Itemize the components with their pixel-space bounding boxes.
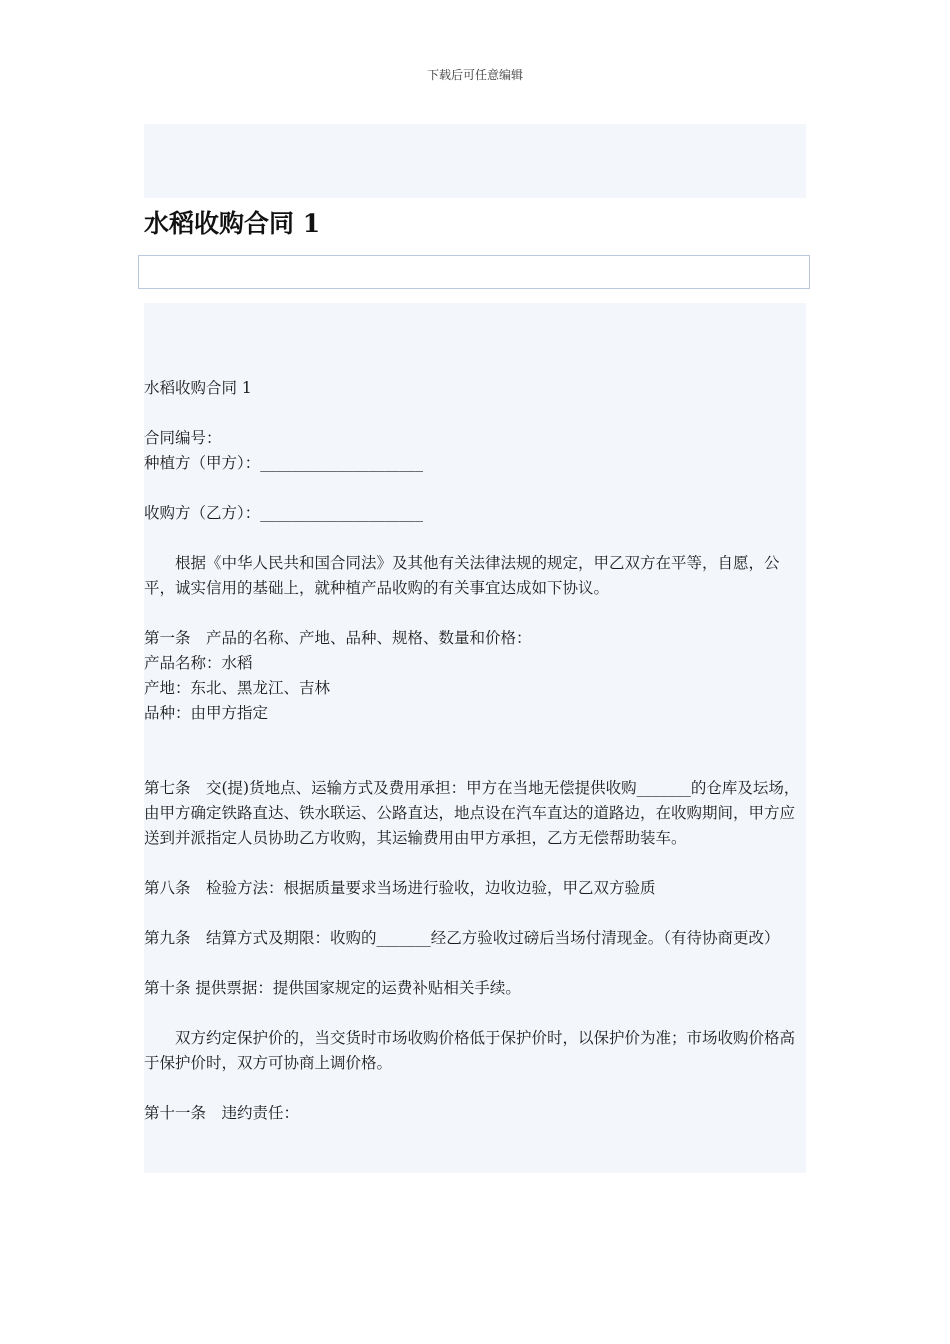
product-variety: 品种：由甲方指定 [144,704,269,722]
contract-body [144,376,810,1126]
contract-number: 合同编号： [144,429,222,447]
banner-area [144,124,806,198]
header-note: 下载后可任意编辑 [426,68,523,82]
product-origin: 产地：东北、黑龙江、吉林 [144,679,331,697]
article-7: 第七条 交(提)货地点、运输方式及费用承担：甲方在当地无偿提供收购_______的仓库及坛场，由甲方确定铁路直达、铁水联运、公路直达，地点设在汽车直达的道路边，在收购期间，甲方应送到并派指定人员协助乙方收购，其运输费用由甲方承担，乙方无偿帮助装车。 [144,779,800,847]
text-box[interactable] [138,255,810,289]
article-10: 第十条 提供票据：提供国家规定的运费补贴相关手续。 [144,979,521,997]
article-9: 第九条 结算方式及期限：收购的_______经乙方验收过磅后当场付清现金。（有待协商更改） [144,929,780,947]
contract-heading: 水稻收购合同 1 [144,379,252,397]
article-11: 第十一条 违约责任： [144,1104,300,1122]
article-8: 第八条 检验方法：根据质量要求当场进行验收，边收边验，甲乙双方验质 [144,879,656,897]
product-name: 产品名称：水稻 [144,654,253,672]
protect-price-paragraph: 双方约定保护价的，当交货时市场收购价格低于保护价时，以保护价为准；市场收购价格高于保护价时，双方可协商上调价格。 [144,1029,796,1072]
party-buyer: 收购方（乙方）：_____________________ [144,504,424,522]
party-planter: 种植方（甲方）：_____________________ [144,454,424,472]
article-1: 第一条 产品的名称、产地、品种、规格、数量和价格： [144,629,532,647]
page-title: 水稻收购合同 1 [144,209,321,238]
preamble-paragraph: 根据《中华人民共和国合同法》及其他有关法律法规的规定，甲乙双方在平等，自愿，公平，诚实信用的基础上，就种植产品收购的有关事宜达成如下协议。 [144,554,780,597]
